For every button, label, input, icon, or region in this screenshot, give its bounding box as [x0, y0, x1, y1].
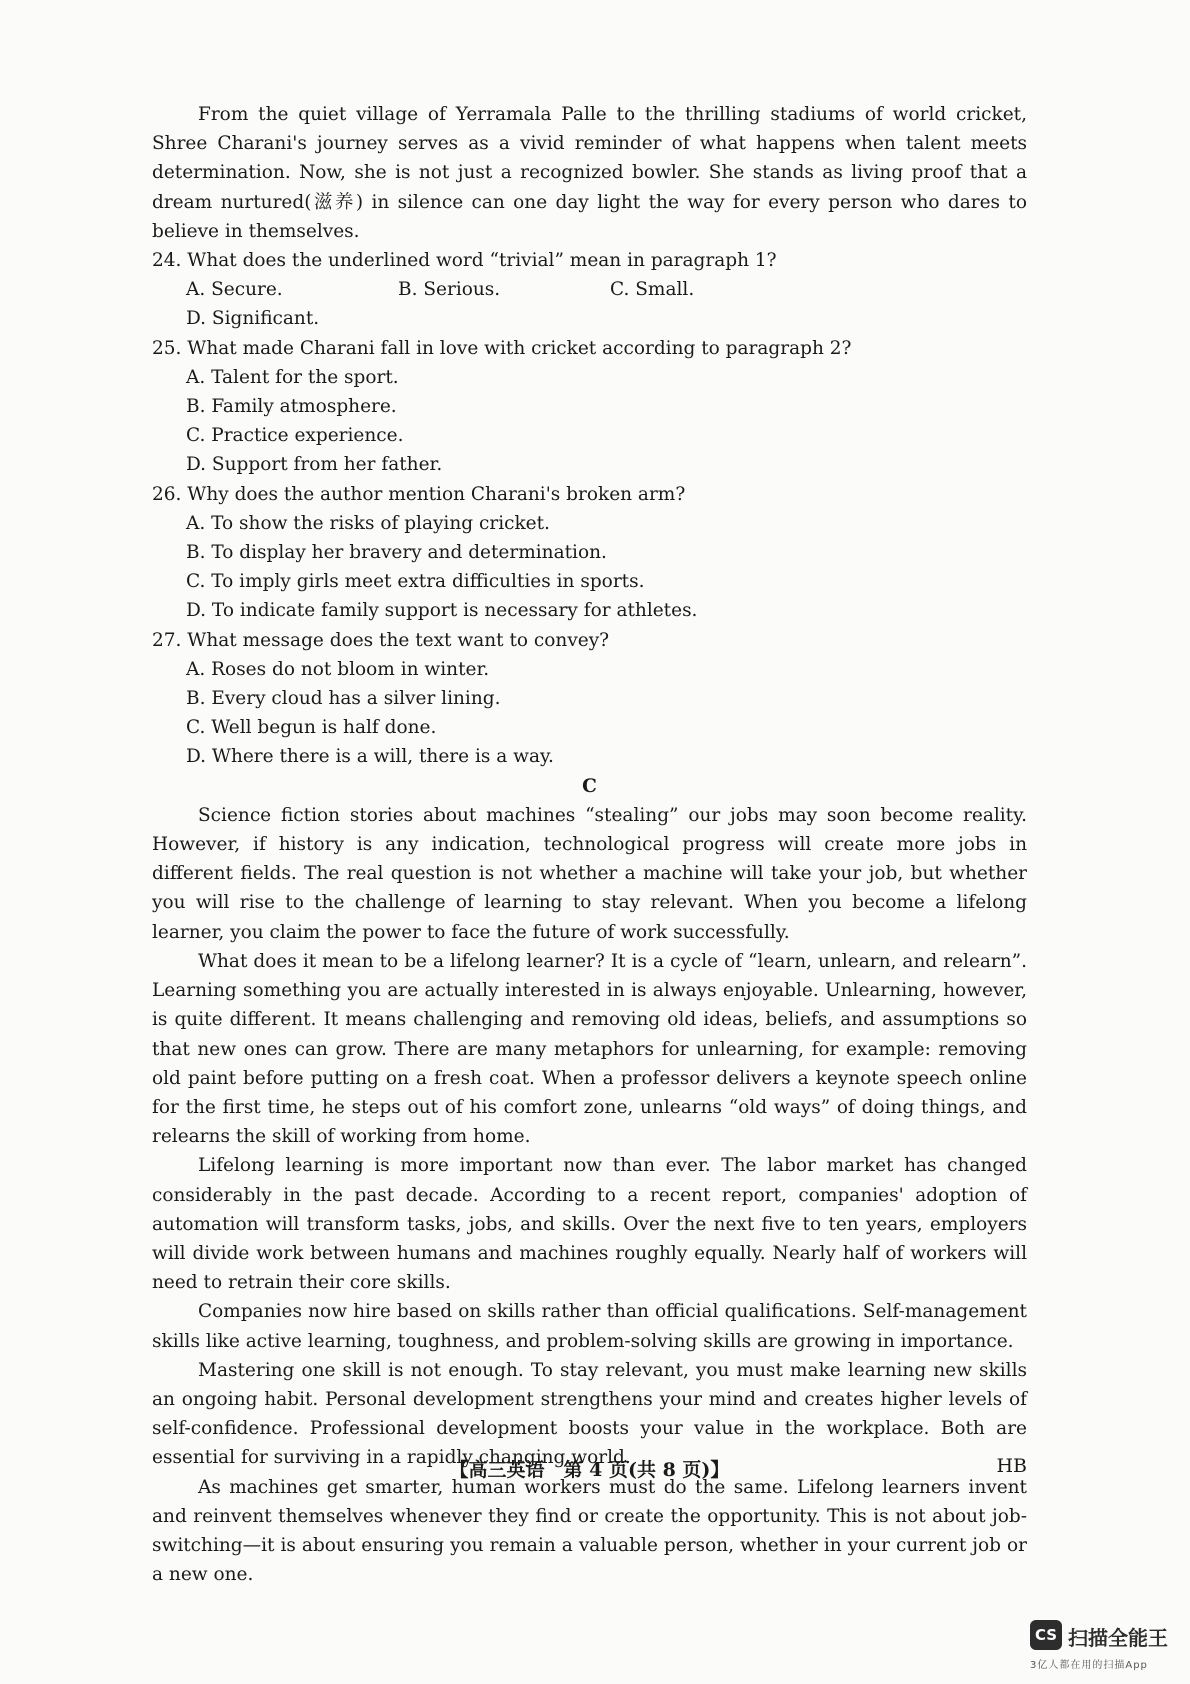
options — [152, 363, 1027, 480]
scanner-app-name: 扫描全能王 — [1068, 1626, 1168, 1650]
section-c-paragraph-5: Mastering one skill is not enough. To stay relevant, you must make learning new skills an ongoing habit. Personal development strengthens your mind and creates higher levels of self-confidence. Professional development boosts your value in the workplace. Both are essential for surviving in a rapidly changing world. — [152, 1359, 1027, 1469]
scanner-logo-icon: CS — [1030, 1620, 1062, 1650]
option-c: C. Well begun is half done. — [186, 717, 437, 739]
scanner-tagline: 3亿人都在用的扫描App — [1030, 1660, 1148, 1671]
option-c: C. To imply girls meet extra difficulties in sports. — [186, 571, 645, 593]
passage-b-closing-paragraph: From the quiet village of Yerramala Palle to the thrilling stadiums of world cricket, Shree Charani's journey serves as a vivid reminder of what happens when talent meets determination. Now, she is not just a recognized bowler. She stands as living proof that a dream nurtured(滋养) in silence can one day light the way for every person who dares to believe in themselves. — [152, 104, 1027, 242]
option-d: D. Support from her father. — [186, 454, 443, 476]
option-a: A. Secure. — [186, 279, 283, 301]
section-c-paragraph-6: As machines get smarter, human workers must do the same. Lifelong learners invent and reinvent themselves whenever they find or create the opportunity. This is not about job-switching—it is about ensuring you remain a valuable person, whether in your current job or a new one. — [152, 1476, 1027, 1586]
option-b: B. Serious. — [398, 279, 501, 301]
section-c-paragraph-3: Lifelong learning is more important now than ever. The labor market has changed considerably in the past decade. According to a recent report, companies' adoption of automation will transform tasks, jobs, and skills. Over the next five to ten years, employers will divide work between humans and machines roughly equally. Nearly half of workers will need to retrain their core skills. — [152, 1155, 1027, 1294]
question-24 — [152, 246, 1027, 334]
page-footer — [152, 1455, 1027, 1485]
exam-page — [152, 100, 1027, 1589]
option-a: A. To show the risks of playing cricket. — [186, 512, 550, 534]
question-25 — [152, 334, 1027, 480]
option-d: D. Significant. — [186, 308, 320, 330]
footer-code: HB — [996, 1455, 1027, 1477]
question-stem: 26. Why does the author mention Charani's broken arm? — [152, 483, 686, 505]
options — [152, 655, 1027, 772]
option-b: B. Every cloud has a silver lining. — [186, 688, 501, 710]
scanner-watermark — [1030, 1620, 1180, 1676]
options — [152, 275, 1027, 333]
section-c-paragraph-1: Science fiction stories about machines “stealing” our jobs may soon become reality. However, if history is any indication, technological progress will create more jobs in different fields. The real question is not whether a machine will take your job, but whether you will rise to the challenge of learning to stay relevant. When you become a lifelong learner, you claim the power to face the future of work successfully. — [152, 804, 1027, 943]
question-stem: 24. What does the underlined word “trivial” mean in paragraph 1? — [152, 250, 777, 272]
option-a: A. Roses do not bloom in winter. — [186, 658, 490, 680]
option-d: D. To indicate family support is necessary for athletes. — [186, 600, 698, 622]
option-c: C. Practice experience. — [186, 425, 404, 447]
option-b: B. Family atmosphere. — [186, 396, 397, 418]
question-26 — [152, 480, 1027, 626]
options — [152, 509, 1027, 626]
section-c-paragraph-2: What does it mean to be a lifelong learner? It is a cycle of “learn, unlearn, and relearn”. Learning something you are actually interested in is always enjoyable. Unlearning, however, is quite different. It means challenging and removing old ideas, beliefs, and assumptions so that new ones can grow. There are many metaphors for unlearning, for example: removing old paint before putting on a fresh coat. When a professor delivers a keynote speech online for the first time, he steps out of his comfort zone, unlearns “old ways” of doing things, and relearns the skill of working from home. — [152, 950, 1027, 1148]
question-27 — [152, 626, 1027, 772]
question-stem: 25. What made Charani fall in love with cricket according to paragraph 2? — [152, 337, 852, 359]
option-a: A. Talent for the sport. — [186, 366, 399, 388]
option-c: C. Small. — [610, 279, 695, 301]
section-c-paragraph-4: Companies now hire based on skills rather than official qualifications. Self-management skills like active learning, toughness, and problem-solving skills are growing in importance. — [152, 1301, 1027, 1352]
section-heading: C — [582, 775, 597, 797]
option-b: B. To display her bravery and determination. — [186, 542, 607, 564]
question-stem: 27. What message does the text want to convey? — [152, 629, 610, 651]
option-d: D. Where there is a will, there is a way. — [186, 746, 554, 768]
footer-page-info: 【高三英语 第 4 页(共 8 页)】 — [449, 1459, 730, 1481]
